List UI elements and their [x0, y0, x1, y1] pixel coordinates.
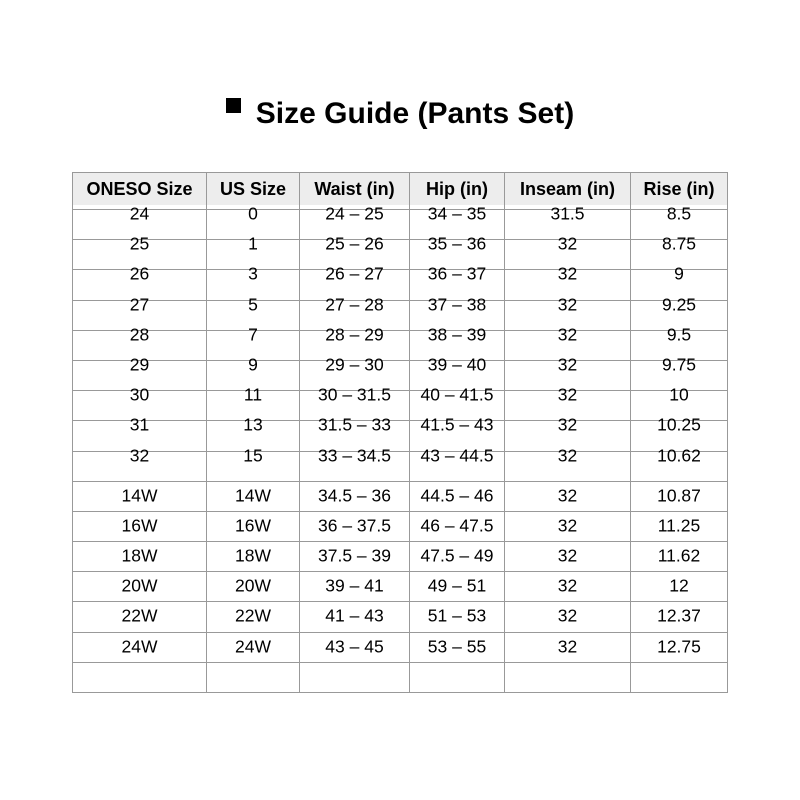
table-cell: [206, 663, 299, 692]
table-cell: 32: [504, 361, 630, 390]
table-cell: 25: [129, 233, 150, 254]
table-cell: 11.62: [630, 542, 727, 571]
table-cell: 27: [129, 293, 150, 314]
table-cell: 51 – 53: [409, 602, 504, 631]
table-cell: 32: [504, 633, 630, 662]
table-cell: [73, 663, 206, 692]
table-cell: [299, 663, 409, 692]
table-cell: 37 – 38: [409, 301, 504, 330]
table-cell: 36 – 37.5: [299, 512, 409, 541]
table-cell: 32: [504, 602, 630, 631]
table-cell: 32: [504, 391, 630, 420]
table-row: [73, 481, 727, 511]
table-cell: 34 – 35: [409, 210, 504, 239]
table-cell: 32: [129, 444, 150, 465]
table-cell: 9.5: [630, 331, 727, 360]
table-cell: 32: [504, 331, 630, 360]
table-cell: 16W: [206, 512, 299, 541]
table-row: [73, 444, 727, 481]
table-cell: 10.87: [630, 482, 727, 511]
table-cell: 35 – 36: [409, 240, 504, 269]
table-cell: 13: [206, 421, 299, 450]
table-cell: 32: [504, 421, 630, 450]
table-cell: 24W: [206, 633, 299, 662]
table-row: [73, 571, 727, 601]
table-cell: 5: [206, 301, 299, 330]
table-cell: 10.62: [630, 452, 727, 481]
table-cell: 9: [630, 270, 727, 299]
table-cell: 18W: [121, 545, 158, 566]
table-cell: 0: [206, 210, 299, 239]
table-cell: 8.5: [630, 210, 727, 239]
table-cell: 41 – 43: [299, 602, 409, 631]
table-header-row: [73, 173, 727, 209]
table-cell: 10.25: [630, 421, 727, 450]
table-cell: 31.5: [504, 210, 630, 239]
column-header: Rise (in): [630, 173, 727, 209]
table-cell: 32: [504, 572, 630, 601]
table-cell: 14W: [206, 482, 299, 511]
table-cell: 24 – 25: [299, 210, 409, 239]
table-cell: 18W: [206, 542, 299, 571]
table-cell: 29: [129, 354, 150, 375]
table-cell: 39 – 41: [299, 572, 409, 601]
table-cell: 9: [206, 361, 299, 390]
table-cell: 43 – 45: [299, 633, 409, 662]
table-cell: 29 – 30: [299, 361, 409, 390]
table-cell: 11: [206, 391, 299, 420]
table-cell: 46 – 47.5: [409, 512, 504, 541]
table-cell: 26: [129, 263, 150, 284]
table-cell: 49 – 51: [409, 572, 504, 601]
table-cell: 14W: [121, 484, 158, 505]
table-cell: 15: [206, 452, 299, 481]
table-cell: 32: [504, 452, 630, 481]
table-cell: 25 – 26: [299, 240, 409, 269]
table-cell: 41.5 – 43: [409, 421, 504, 450]
table-cell: [409, 663, 504, 692]
table-cell: 8.75: [630, 240, 727, 269]
table-row: [73, 632, 727, 662]
table-cell: 12.37: [630, 602, 727, 631]
table-cell: 20W: [121, 575, 158, 596]
page-title: Size Guide (Pants Set): [255, 97, 575, 130]
size-guide-table: [72, 172, 728, 693]
column-header: Inseam (in): [504, 173, 630, 209]
table-cell: 32: [504, 270, 630, 299]
column-header: Hip (in): [409, 173, 504, 209]
table-cell: 27 – 28: [299, 301, 409, 330]
table-cell: 1: [206, 240, 299, 269]
table-row: [73, 662, 727, 692]
page-title-row: [0, 97, 800, 132]
table-cell: 32: [504, 240, 630, 269]
table-row: [73, 541, 727, 571]
table-cell: 31.5 – 33: [299, 421, 409, 450]
table-row: [73, 601, 727, 631]
table-cell: 24W: [121, 635, 158, 656]
table-cell: 53 – 55: [409, 633, 504, 662]
table-cell: 26 – 27: [299, 270, 409, 299]
table-cell: 32: [504, 512, 630, 541]
table-cell: 33 – 34.5: [299, 452, 409, 481]
table-cell: 44.5 – 46: [409, 482, 504, 511]
table-cell: 32: [504, 301, 630, 330]
table-cell: 7: [206, 331, 299, 360]
table-cell: 11.25: [630, 512, 727, 541]
table-cell: 43 – 44.5: [409, 452, 504, 481]
table-body: [73, 203, 727, 692]
table-cell: 3: [206, 270, 299, 299]
table-cell: 47.5 – 49: [409, 542, 504, 571]
table-cell: 24: [129, 203, 150, 224]
table-cell: 30 – 31.5: [299, 391, 409, 420]
table-cell: 28: [129, 324, 150, 344]
table-cell: 34.5 – 36: [299, 482, 409, 511]
table-cell: 20W: [206, 572, 299, 601]
column-header: Waist (in): [299, 173, 409, 209]
table-cell: 28 – 29: [299, 331, 409, 360]
table-cell: 12: [630, 572, 727, 601]
table-cell: 40 – 41.5: [409, 391, 504, 420]
table-cell: 31: [129, 414, 150, 435]
table-cell: [504, 663, 630, 692]
table-cell: 10: [630, 391, 727, 420]
table-row: [73, 511, 727, 541]
table-cell: 39 – 40: [409, 361, 504, 390]
column-header: US Size: [206, 173, 299, 209]
table-cell: 12.75: [630, 633, 727, 662]
table-cell: 9.25: [630, 301, 727, 330]
table-cell: 22W: [206, 602, 299, 631]
table-cell: 30: [129, 384, 150, 405]
table-cell: 32: [504, 482, 630, 511]
table-cell: 22W: [121, 605, 158, 626]
table-cell: [630, 663, 727, 692]
table-cell: 9.75: [630, 361, 727, 390]
table-cell: 37.5 – 39: [299, 542, 409, 571]
table-cell: 32: [504, 542, 630, 571]
table-cell: 16W: [121, 515, 158, 536]
table-cell: 36 – 37: [409, 270, 504, 299]
table-cell: 38 – 39: [409, 331, 504, 360]
column-header: ONESO Size: [86, 178, 193, 199]
black-square-bullet-icon: [226, 98, 241, 113]
